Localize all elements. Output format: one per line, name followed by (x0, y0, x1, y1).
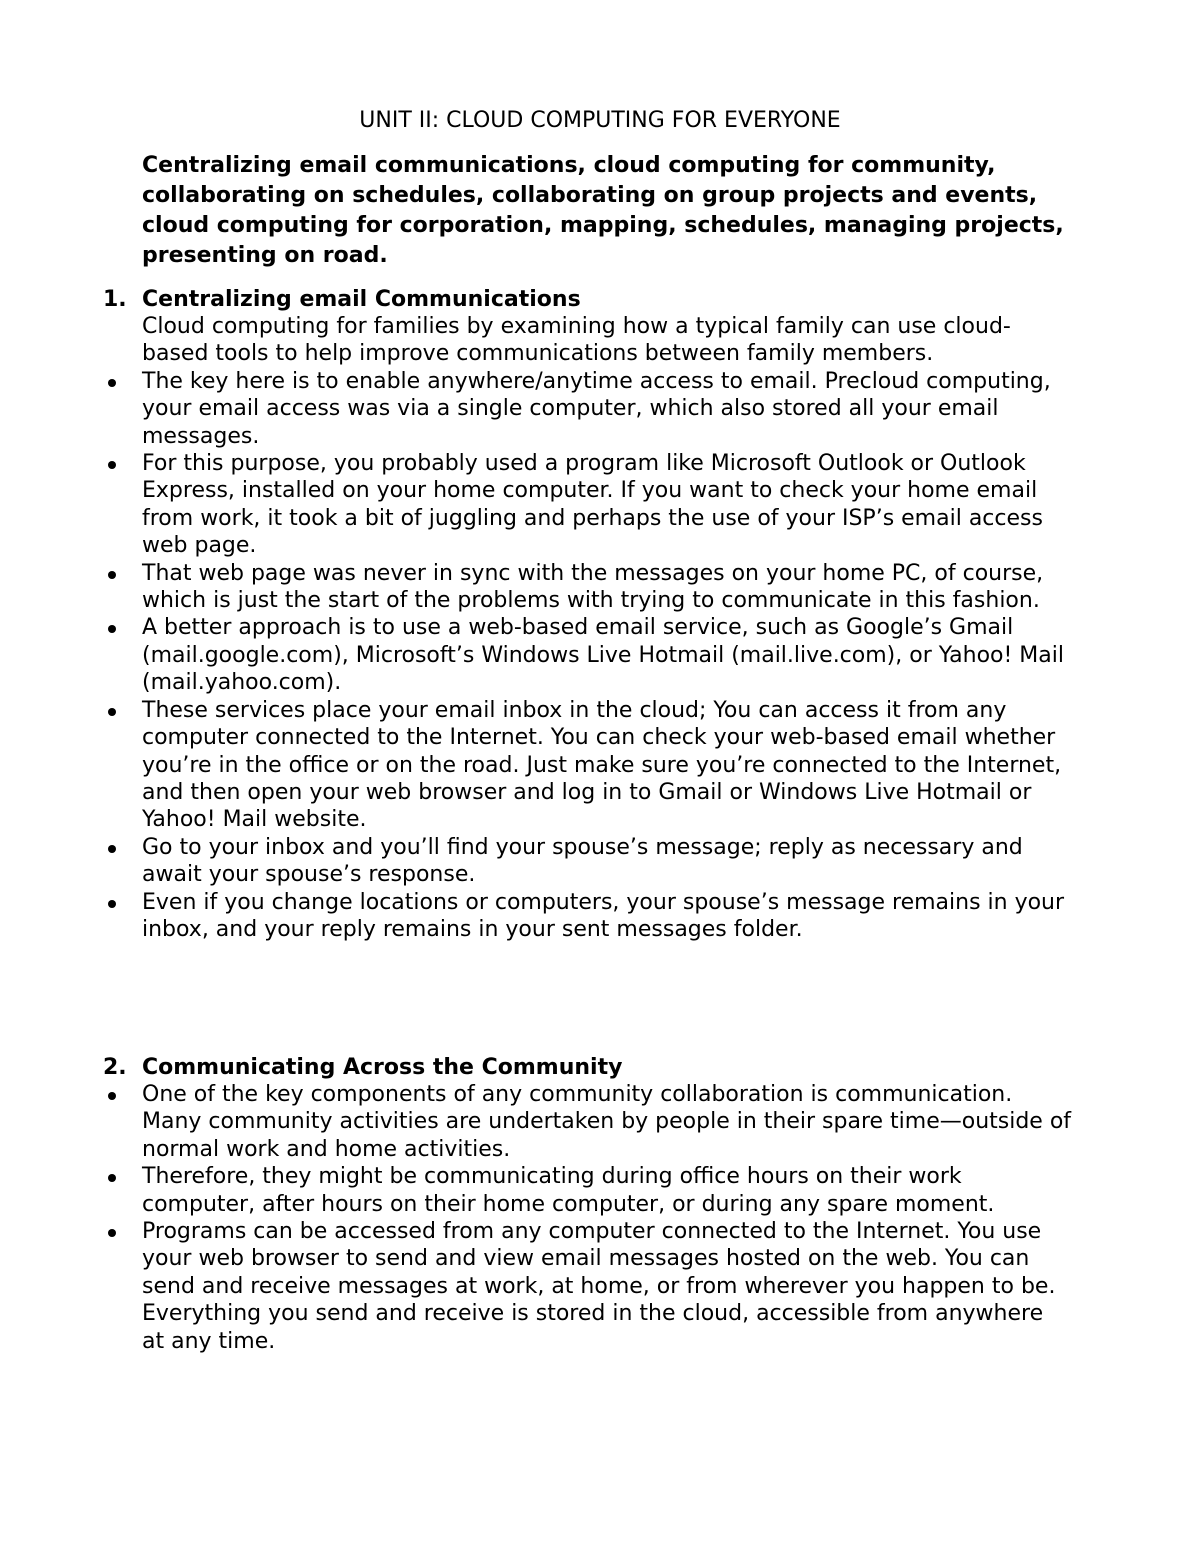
bullet-icon (108, 1092, 116, 1100)
list-item-text: For this purpose, you probably used a program like Microsoft Outlook or Outlook Express, installed on your home computer. If you want to check your home email from work, it took a bit of juggling and perhaps the use of your ISP’s email access web page. (142, 451, 1043, 559)
list-item (142, 1163, 1072, 1218)
section-heading (0, 286, 1200, 313)
section-paragraph: Cloud computing for families by examining how a typical family can use cloud-based tools to help improve communications between family members. (142, 314, 1011, 367)
list-item (142, 1218, 1072, 1355)
section-title: Centralizing email Communications (142, 287, 581, 312)
list-item-text: Go to your inbox and you’ll find your spouse’s message; reply as necessary and await your spouse’s response. (142, 834, 1023, 888)
list-item-text: The key here is to enable anywhere/anytime access to email. Precloud computing, your email access was via a single computer, which also stored all your email messages. (142, 368, 1051, 449)
bullet-icon (108, 571, 116, 579)
list-item-text: Even if you change locations or computers, your spouse’s message remains in your inbox, and your reply remains in your sent messages folder. (142, 889, 1065, 942)
bullet-icon (108, 708, 116, 716)
section-title: Communicating Across the Community (142, 1055, 623, 1080)
section-communicating-community (0, 1054, 1200, 1355)
bullet-icon (108, 379, 116, 387)
bullet-icon (108, 461, 116, 469)
list-item-text: Therefore, they might be communicating during office hours on their work computer, after hours on their home computer, or during any spare moment. (142, 1164, 995, 1217)
list-item (142, 1081, 1072, 1163)
list-item (142, 368, 1072, 450)
bullet-icon (108, 845, 116, 853)
list-item (142, 697, 1072, 834)
list-item (142, 614, 1072, 696)
list-item (142, 834, 1072, 889)
section-number: 1. (103, 287, 127, 312)
bullet-icon (108, 900, 116, 908)
bullet-icon (108, 625, 116, 633)
bullet-icon (108, 1174, 116, 1182)
list-item (142, 889, 1072, 944)
section-number: 2. (103, 1055, 127, 1080)
intro-summary: Centralizing email communications, cloud computing for community, collaborating on schedules, collaborating on group projects and events, cloud computing for corporation, mapping, schedules, managing projects, presenting on road. (142, 153, 1064, 268)
list-item-text: That web page was never in sync with the messages on your home PC, of course, which is just the start of the problems with trying to communicate in this fashion. (142, 560, 1044, 614)
bullet-icon (108, 1229, 116, 1237)
section-centralizing-email (0, 286, 1200, 943)
list-item (142, 560, 1072, 615)
bullet-list (0, 368, 1200, 944)
page-title: UNIT II: CLOUD COMPUTING FOR EVERYONE (359, 108, 841, 133)
list-item-text: These services place your email inbox in the cloud; You can access it from any computer connected to the Internet. You can check your web-based email whether you’re in the office or on the road. Just make sure you’re connected to the Internet, and then open your web browser and log in to Gmail or Windows Live Hotmail or Yahoo! Mail website. (142, 697, 1062, 833)
list-item-text: Programs can be accessed from any computer connected to the Internet. You use your web browser to send and view email messages hosted on the web. You can send and receive messages at work, at home, or from wherever you happen to be. Everything you send and receive is stored in the cloud, accessible from anywhere at any time. (142, 1219, 1056, 1354)
bullet-list (0, 1081, 1200, 1355)
list-item-text: A better approach is to use a web-based email service, such as Google’s Gmail (mail.google.com), Microsoft’s Windows Live Hotmail (mail.live.com), or Yahoo! Mail (mail.yahoo.com). (142, 615, 1064, 696)
section-heading (0, 1054, 1200, 1081)
list-item (142, 450, 1072, 560)
list-item-text: One of the key components of any community collaboration is communication. Many community activities are undertaken by people in their spare time—outside of normal work and home activities. (142, 1082, 1072, 1162)
